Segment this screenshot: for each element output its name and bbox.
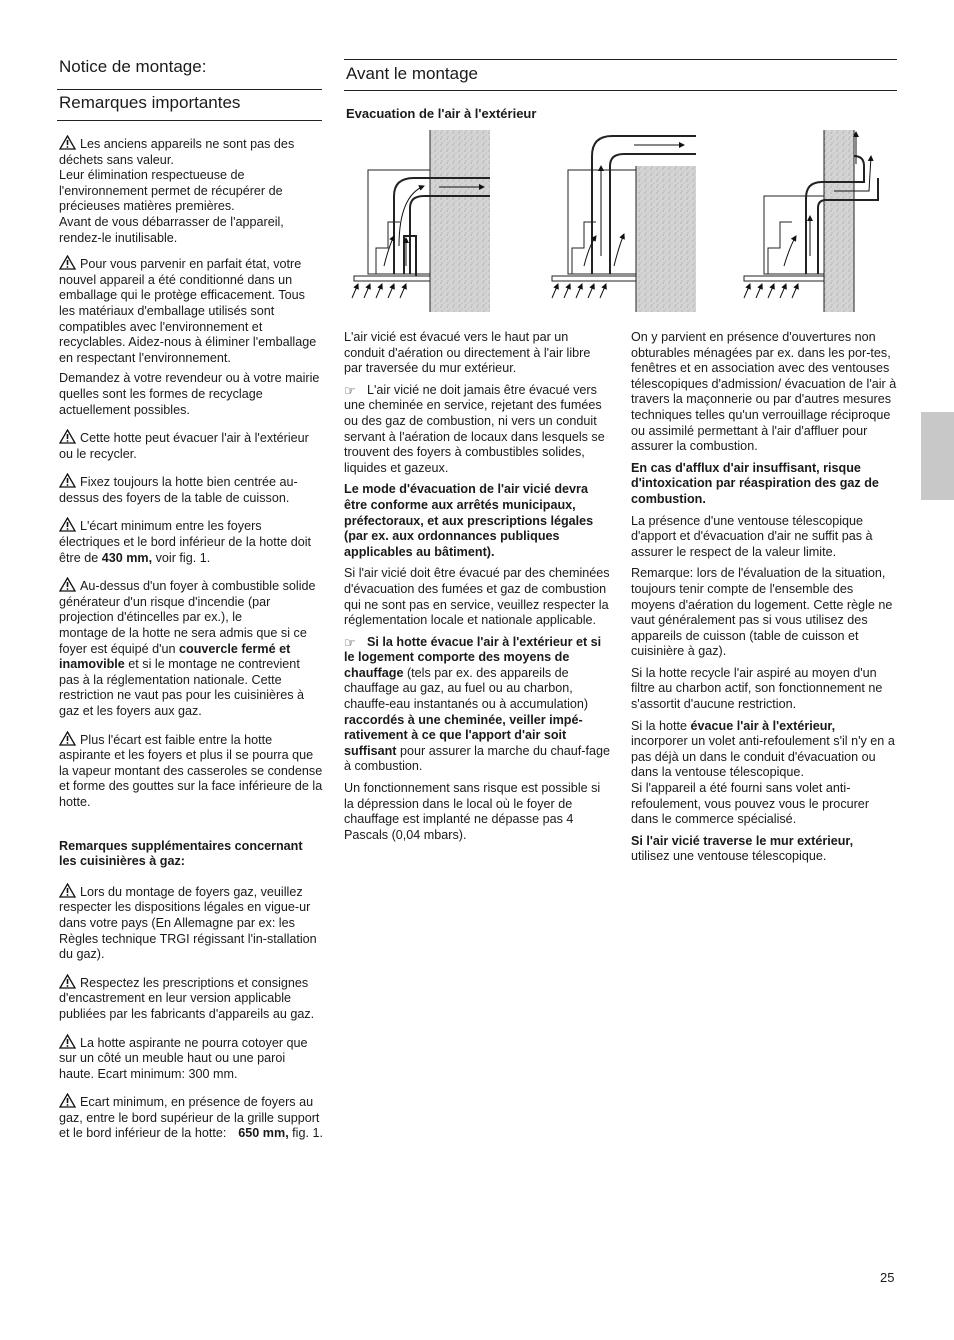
paragraph-text: La hotte aspirante ne pourra cotoyer que sur un côté un meuble haut ou une paroi haute. Ecart minimum: 300 mm. (59, 1035, 308, 1081)
figure-through-wall (352, 130, 490, 312)
paragraph-solid-fuel (59, 577, 323, 719)
text-part: Si la hotte (631, 718, 691, 733)
right-text-column-2 (631, 330, 899, 871)
paragraph-gas-distance (59, 1093, 323, 1142)
exhaust-illustrations (344, 126, 904, 322)
pointing-hand-icon: ☞ (344, 382, 356, 398)
text-part: utilisez une ventouse télescopique. (631, 849, 827, 864)
evacuation-heading: Evacuation de l'air à l'extérieur (346, 106, 537, 121)
page-number: 25 (880, 1270, 895, 1285)
paragraph-text: Cette hotte peut évacuer l'air à l'extérieur ou le recycler. (59, 431, 309, 461)
paragraph-text: Lors du montage de foyers gaz, veuillez respecter les dispositions légales en vigue-ur dans votre pays (En Allemagne par ex: les Règles technique TRGI régissant l'in-stallation du gaz). (59, 884, 317, 962)
paragraph-text: Respectez les prescriptions et consignes d'encastrement en leur version applicable publiées par les fabricants d'appareils au gaz. (59, 975, 315, 1021)
text-part: L'écart minimum entre les foyers électriques et le bord inférieur de la hotte doit être de (59, 519, 312, 565)
warning-icon (59, 517, 76, 532)
paragraph-min-distance (59, 517, 323, 566)
text-bold: Si l'air vicié traverse le mur extérieur, (631, 833, 854, 848)
paragraph-packaging (59, 255, 323, 366)
paragraph-text: Les anciens appareils ne sont pas des déchets sans valeur. Leur élimination respectueuse de l'environnement permet de récupérer de précieuses matières premières. Avant de vous débarrasser de l'appareil, rendez-le inutilisable. (59, 137, 295, 245)
figure-external-duct (744, 130, 878, 312)
text-part: voir fig. 1. (152, 550, 211, 565)
text-bold: Si la hotte évacue l'air à l'extérieur et si le logement comporte des moyens de chauffage (344, 634, 602, 680)
paragraph-text: Demandez à votre revendeur ou à votre mairie quelles sont les formes de recyclage actuellement possibles. (59, 371, 320, 417)
text-bold: 430 mm, (101, 550, 153, 565)
text-part: incorporer un volet anti-refoulement s'il n'y en a pas déjà un dans le conduit d'évacuation ou dans la ventouse télescopique. Si l'appareil a été fourni sans volet anti-refoulement, vous pouvez vous le procurer dans le commerce spécialisé. (631, 734, 895, 827)
text-part: (tels par ex. des appareils de chauffage au gaz, au fuel ou au charbon, chauffe-eau instantanés ou à accumulation) (344, 665, 589, 712)
paragraph-text: L'air vicié est évacué vers le haut par un conduit d'aération ou directement à l'air libre par traversée du mur extérieur. (344, 330, 591, 376)
paragraph-recycling (59, 135, 323, 246)
paragraph-text: Ecart minimum, en présence de foyers au gaz, entre le bord supérieur de la grille support et le bord inférieur de la hotte: (59, 1095, 320, 1141)
paragraph-wall (631, 834, 899, 865)
right-text-column-1 (344, 330, 610, 849)
warning-icon (59, 473, 76, 488)
text-bold: Le mode d'évacuation de l'air vicié devra être conforme aux arrêtés municipaux, préfectoraux, et aux prescriptions légales (par ex. aux ordonnances publiques applicables au bâtiment). (344, 482, 594, 559)
side-tab-marker (921, 412, 954, 500)
paragraph-text: Pour vous parvenir en parfait état, votre nouvel appareil a été conditionné dans un emballage qui le protège efficacement. Tous les matériaux d'emballage utilisés sont compatibles avec l'environnement et recyclables. Aidez-nous à éliminer l'emballage en respectant l'environnement. (59, 257, 317, 365)
text-bold: couvercle fermé et inamovible (59, 641, 291, 672)
text-part: Au-dessus d'un foyer à combustible solide générateur d'un risque d'incendie (par projection d'étincelles par ex.), le montage de la hotte ne sera admis que si ce foyer est équipé d'un (59, 579, 316, 656)
text-part: pour assurer la marche du chauf-fage à combustion. (344, 743, 610, 774)
text-bold: En cas d'afflux d'air insuffisant, risque d'intoxication par réaspiration des gaz de combustion. (631, 460, 879, 506)
paragraph-text: Plus l'écart est faible entre la hotte aspirante et les foyers et plus il se pourra que la vapeur montant des casseroles se condense et forme des gouttes sur la face inférieure de la hotte. (59, 732, 323, 809)
paragraph-text: Si l'air vicié doit être évacué par des cheminées d'évacuation des fumées et gaz de combustion qui ne sont pas en service, veuillez respecter la réglementation locale et nationale applicable. (344, 566, 610, 628)
section-title: Remarques importantes (59, 93, 241, 112)
paragraph-text: Si la hotte recycle l'air aspiré au moyen d'un filtre au charbon actif, son fonctionnement ne s'assortit d'aucune restriction. (631, 665, 883, 712)
paragraph-text: La présence d'une ventouse télescopique d'apport et d'évacuation d'air ne suffit pas à assurer le respect de la valeur limite. (631, 513, 873, 559)
warning-icon (59, 1093, 76, 1108)
left-text-column (59, 135, 323, 1154)
text-bold: évacue l'air à l'extérieur, (690, 718, 836, 733)
warning-icon (59, 135, 76, 150)
paragraph-centered (59, 473, 323, 506)
paragraph-text: Un fonctionnement sans risque est possible si la dépression dans le local où le foyer de chauffage est implanté ne dépasse pas 4 Pascals (0,04 mbars). (344, 781, 601, 842)
text-part: fig. 1. (288, 1126, 323, 1141)
paragraph-regulations (344, 482, 610, 560)
paragraph-text: On y parvient en présence d'ouvertures non obturables ménagées par ex. dans les por-tes, fenêtres et en association avec des ventouses télescopiques d'admission/ évacuation de l'air à travers la maçonnerie ou par d'autres mesures techniques telles qu'un verrouillage réciproque ou assimilé permettant à l'air d'affluer pour assurer la combustion. (631, 330, 897, 454)
paragraph-gas-instructions (59, 974, 323, 1023)
right-title: Avant le montage (346, 64, 478, 83)
text-part: et si le montage ne contrevient pas à la réglementation nationale. Cette restriction ne vaut pas pour les cuisinières à gaz et les foyers aux gaz. (59, 657, 305, 718)
warning-icon (59, 255, 76, 270)
warning-icon (59, 429, 76, 444)
paragraph-hood-mode (59, 429, 323, 462)
gas-heading: Remarques supplémentaires concernant les cuisinières à gaz: (59, 838, 303, 869)
warning-icon (59, 974, 76, 989)
paragraph-backflow (631, 719, 899, 828)
paragraph-text: L'air vicié ne doit jamais être évacué vers une cheminée en service, rejetant des fumées ou des gaz de combustion, ni vers un conduit servant à l'aération de locaux dans lesquels se trouvent des foyers à combustibles solides, liquides et gazeux. (344, 382, 605, 475)
paragraph-gas-legal (59, 883, 323, 963)
paragraph-heating (344, 635, 610, 775)
text-bold: 650 mm, (238, 1126, 289, 1141)
figure-upward-duct (552, 136, 696, 312)
document-title: Notice de montage: (59, 57, 207, 76)
paragraph-text: Remarque: lors de l'évaluation de la situation, toujours tenir compte de l'ensemble des moyens d'aération du logement. Cette règle ne vaut généralement pas si vous utilisez des appareils de cuisson (table de cuisson et cuisinière à gaz). (631, 566, 893, 659)
warning-icon (59, 1034, 76, 1049)
warning-icon (59, 731, 76, 746)
warning-icon (59, 883, 76, 898)
warning-icon (59, 577, 76, 592)
text-bold: raccordés à une cheminée, veiller impé-rativement à ce que l'apport d'air soit suffisant (344, 712, 583, 758)
paragraph-intoxication (631, 461, 899, 508)
paragraph-dealer (59, 371, 323, 418)
paragraph-gas-cabinet (59, 1034, 323, 1083)
pointing-hand-icon: ☞ (344, 634, 356, 650)
paragraph-text: Fixez toujours la hotte bien centrée au-dessus des foyers de la table de cuisson. (59, 475, 298, 505)
paragraph-warning-chimney (344, 383, 610, 477)
paragraph-steam (59, 731, 323, 811)
